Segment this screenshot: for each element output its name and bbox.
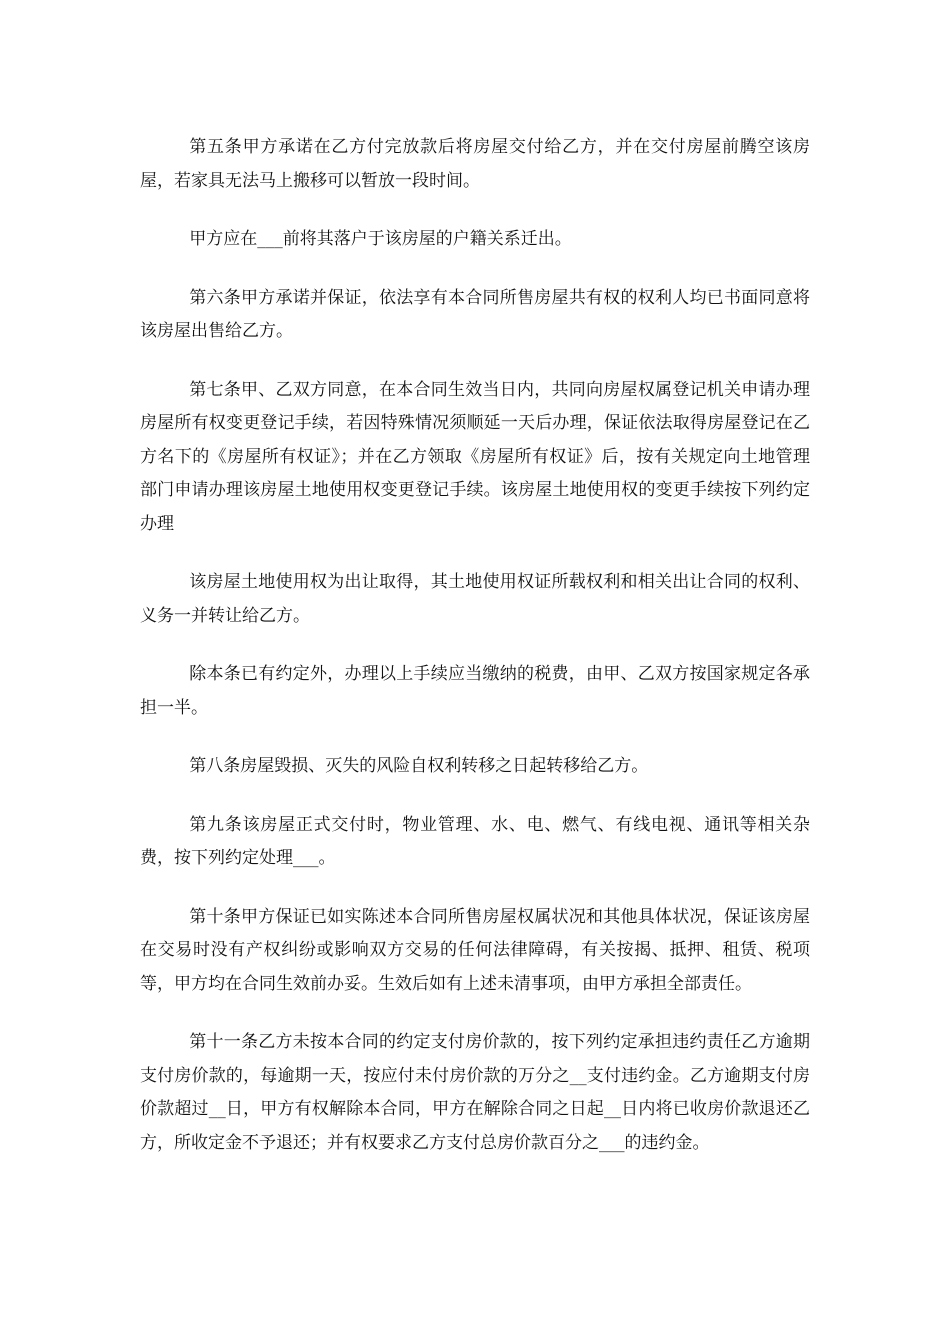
paragraph-taxes-fees: 除本条已有约定外，办理以上手续应当缴纳的税费，由甲、乙双方按国家规定各承担一半。 (140, 664, 810, 718)
paragraph-household-registration: 甲方应在___前将其落户于该房屋的户籍关系迁出。 (189, 229, 572, 249)
paragraph-article-6: 第六条甲方承诺并保证，依法享有本合同所售房屋共有权的权利人均已书面同意将该房屋出售给乙方。 (140, 287, 810, 341)
paragraph-article-7: 第七条甲、乙双方同意，在本合同生效当日内，共同向房屋权属登记机关申请办理房屋所有权变更登记手续，若因特殊情况须顺延一天后办理，保证依法取得房屋登记在乙方名下的《房屋所有权证》；并在乙方领取《房屋所有权证》后，按有关规定向土地管理部门申请办理该房屋土地使用权变更登记手续。该房屋土地使用权的变更手续按下列约定办理 (140, 379, 810, 534)
paragraph-article-11: 第十一条乙方未按本合同的约定支付房价款的，按下列约定承担违约责任乙方逾期支付房价款的，每逾期一天，按应付未付房价款的万分之__支付违约金。乙方逾期支付房价款超过__日，甲方有权解除本合同，甲方在解除合同之日起__日内将已收房价款退还乙方，所收定金不予退还；并有权要求乙方支付总房价款百分之___的违约金。 (140, 1032, 810, 1153)
paragraph-land-use-right: 该房屋土地使用权为出让取得，其土地使用权证所载权利和相关出让合同的权利、义务一并转让给乙方。 (140, 572, 810, 626)
paragraph-article-5: 第五条甲方承诺在乙方付完放款后将房屋交付给乙方，并在交付房屋前腾空该房屋，若家具无法马上搬移可以暂放一段时间。 (140, 137, 810, 191)
paragraph-article-8: 第八条房屋毁损、灭失的风险自权利转移之日起转移给乙方。 (189, 756, 649, 776)
document-page (140, 131, 810, 1185)
paragraph-article-9: 第九条该房屋正式交付时，物业管理、水、电、燃气、有线电视、通讯等相关杂费，按下列约定处理___。 (140, 814, 810, 868)
paragraph-article-10: 第十条甲方保证已如实陈述本合同所售房屋权属状况和其他具体状况，保证该房屋在交易时没有产权纠纷或影响双方交易的任何法律障碍，有关按揭、抵押、租赁、税项等，甲方均在合同生效前办妥。生效后如有上述未清事项，由甲方承担全部责任。 (140, 906, 810, 994)
